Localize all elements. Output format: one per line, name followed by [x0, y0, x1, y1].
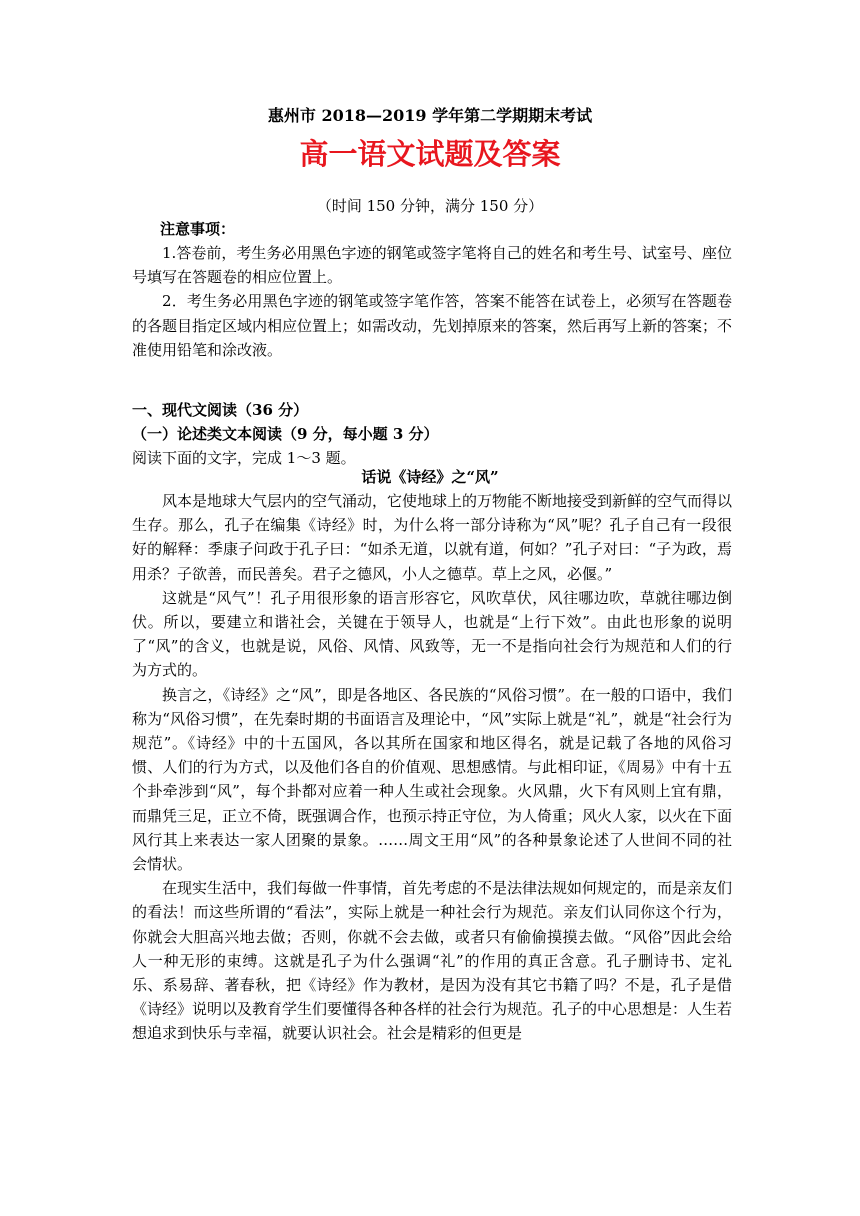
exam-title: 惠州市 2018—2019 学年第二学期期末考试: [267, 106, 593, 125]
notice-heading: 注意事项：: [160, 220, 236, 238]
article-paragraph: 换言之，《诗经》之“风”，即是各地区、各民族的“风俗习惯”。在一般的口语中，我们称为“风俗习惯”，在先秦时期的书面语言及理论中，“风”实际上就是“礼”，就是“社会行为规范”。《诗经》中的十五国风，各以其所在国家和地区得名，就是记载了各地的风俗习惯、人们的行为方式，以及他们各自的价值观、思想感情。与此相印证，《周易》中有十五个卦牵涉到“风”，每个卦都对应着一种人生或社会现象。火风鼎，火下有风则上宜有鼎，而鼎凭三足，正立不倚，既强调合作，也预示持正守位，为人倚重；风火人家，以火在下面风行其上来表达一家人团聚的景象。……周文王用“风”的各种景象论述了人世间不同的社会情状。: [132, 685, 733, 874]
notice-item: 2．考生务必用黑色字迹的钢笔或签字笔作答，答案不能答在试卷上，必须写在答题卷的各题目指定区域内相应位置上；如需改动，先划掉原来的答案，然后再写上新的答案；不准使用铅笔和涂改液。: [132, 292, 733, 359]
article-title: 话说《诗经》之“风”: [361, 468, 499, 486]
section-instruction: 阅读下面的文字，完成 1～3 题。: [132, 449, 356, 467]
subject-title: 高一语文试题及答案: [299, 137, 561, 171]
section-title: 一、现代文阅读（36 分）: [132, 401, 309, 419]
article-body: [132, 489, 732, 1046]
article-paragraph: 在现实生活中，我们每做一件事情，首先考虑的不是法律法规如何规定的，而是亲友们的看法！而这些所谓的“看法”，实际上就是一种社会行为规范。亲友们认同你这个行为，你就会大胆高兴地去做；否则，你就不会去做，或者只有偷偷摸摸去做。“风俗”因此会给人一种无形的束缚。这就是孔子为什么强调“礼”的作用的真正含意。孔子删诗书、定礼乐、系易辞、著春秋，把《诗经》作为教材，是因为没有其它书籍了吗？不是，孔子是借《诗经》说明以及教育学生们要懂得各种各样的社会行为规范。孔子的中心思想是：人生若想追求到快乐与幸福，就要认识社会。社会是精彩的但更是: [132, 879, 733, 1043]
time-note: （时间 150 分钟，满分 150 分）: [316, 197, 544, 215]
article-paragraph: 这就是“风气”！孔子用很形象的语言形容它，风吹草伏，风往哪边吹，草就往哪边倒伏。所以，要建立和谐社会，关键在于领导人，也就是“上行下效”。由此也形象的说明了“风”的含义，也就是说，风俗、风情、风致等，无一不是指向社会行为规范和人们的行为方式的。: [132, 588, 732, 680]
section-subtitle: （一）论述类文本阅读（9 分，每小题 3 分）: [132, 425, 439, 443]
article-paragraph: 风本是地球大气层内的空气涌动，它使地球上的万物能不断地接受到新鲜的空气而得以生存。那么，孔子在编集《诗经》时，为什么将一部分诗称为“风”呢？孔子自己有一段很好的解释：季康子问政于孔子曰：“如杀无道，以就有道，何如？”孔子对曰：“子为政，焉用杀？子欲善，而民善矣。君子之德风，小人之德草。草上之风，必偃。”: [132, 492, 733, 583]
notice-item: 1.答卷前，考生务必用黑色字迹的钢笔或签字笔将自己的姓名和考生号、试室号、座位号填写在答题卷的相应位置上。: [132, 244, 732, 287]
notice-list: [132, 241, 732, 362]
